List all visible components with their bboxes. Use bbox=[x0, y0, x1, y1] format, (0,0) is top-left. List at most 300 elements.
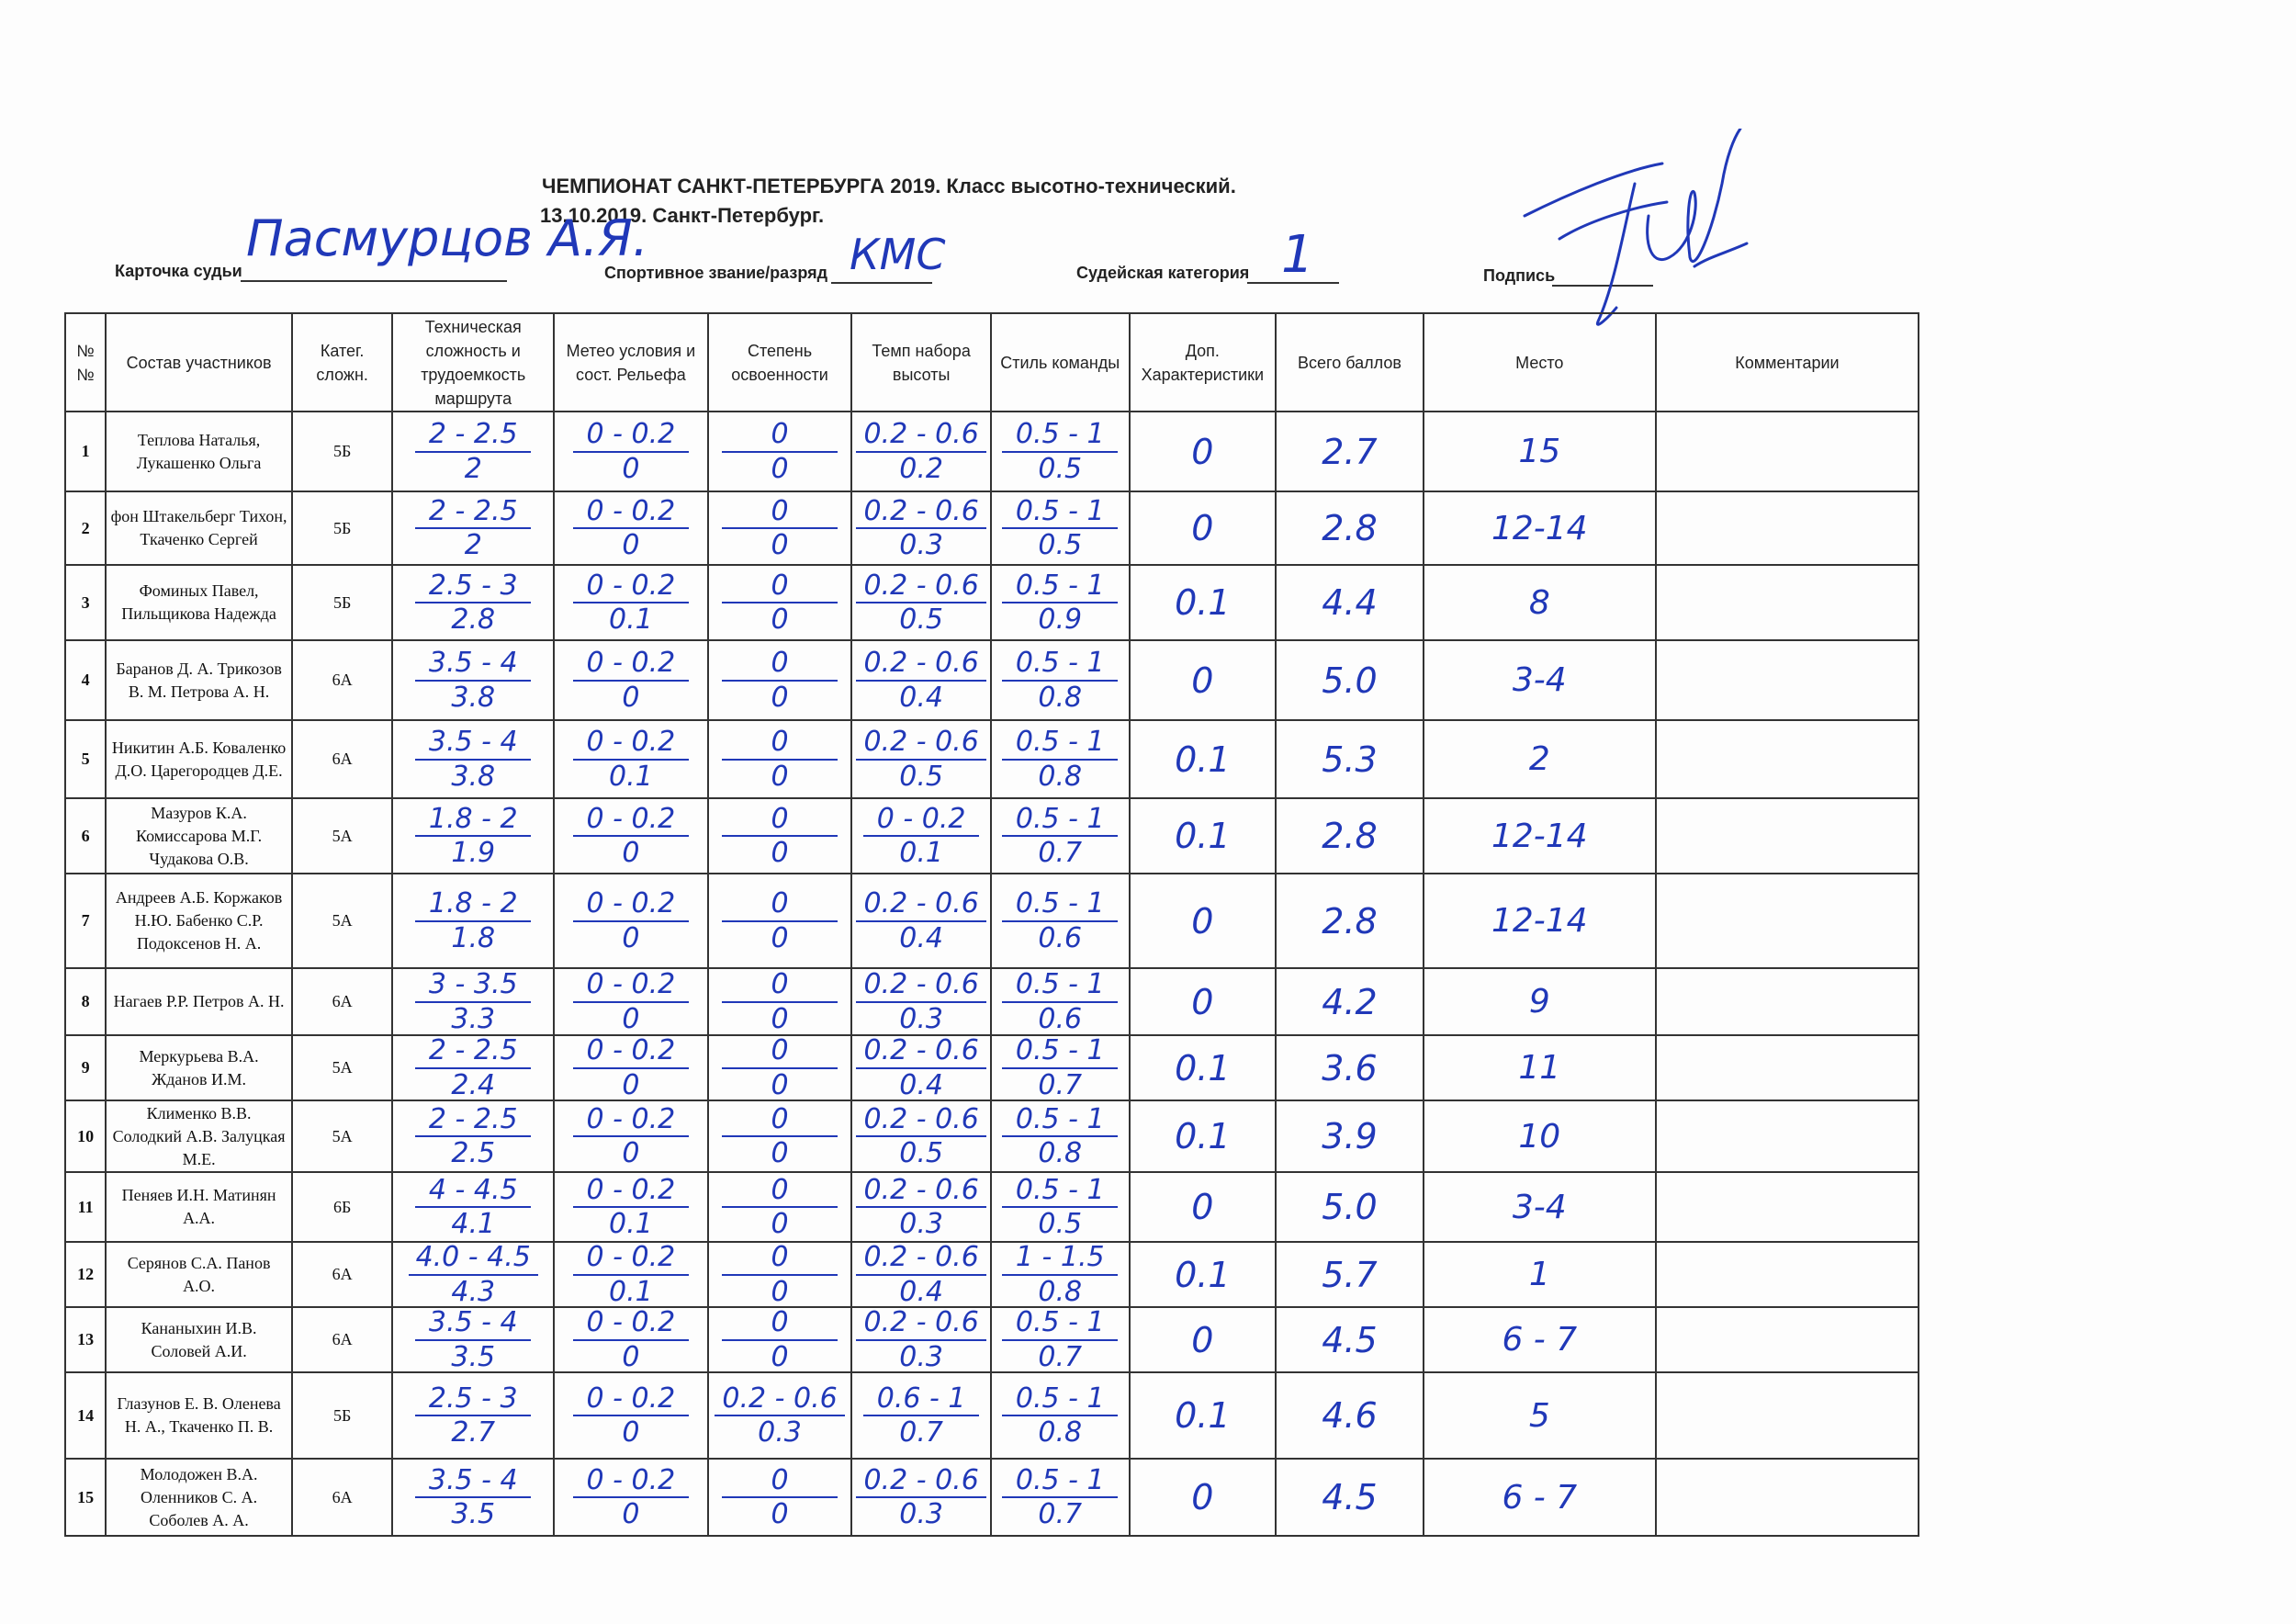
row-altitude-fraction bbox=[856, 494, 986, 561]
row-style-fraction bbox=[996, 420, 1125, 483]
row-altitude bbox=[851, 968, 991, 1035]
row-place: 5 bbox=[1424, 1372, 1656, 1459]
table-row bbox=[65, 968, 1919, 1035]
row-technical-value: 2 bbox=[464, 452, 482, 485]
row-weather-range: 0 - 0.2 bbox=[573, 1105, 689, 1138]
row-exploration bbox=[708, 874, 852, 968]
table-row bbox=[65, 1242, 1919, 1307]
rank-line bbox=[831, 282, 932, 284]
row-total: 2.7 bbox=[1276, 412, 1424, 491]
row-exploration-value: 0 bbox=[771, 921, 789, 954]
row-style bbox=[991, 640, 1130, 720]
row-members: Никитин А.Б. Коваленко Д.О. Царегородцев Д.Е. bbox=[106, 720, 292, 798]
row-exploration-range: 0 bbox=[722, 970, 838, 1003]
row-members: Пеняев И.Н. Матинян А.А. bbox=[106, 1172, 292, 1242]
row-style bbox=[991, 1100, 1130, 1172]
row-category: 6А bbox=[292, 640, 392, 720]
row-altitude-fraction bbox=[856, 1173, 986, 1240]
row-style bbox=[991, 1172, 1130, 1242]
row-style-value: 0.8 bbox=[1038, 1416, 1083, 1449]
row-style bbox=[991, 412, 1130, 491]
judge-card-label: Карточка судьи bbox=[115, 262, 242, 280]
row-technical-value: 3.8 bbox=[451, 681, 496, 714]
row-style-fraction bbox=[996, 1243, 1125, 1306]
row-total: 5.3 bbox=[1276, 720, 1424, 798]
row-comment bbox=[1656, 1307, 1919, 1372]
row-exploration-fraction bbox=[713, 571, 848, 635]
col-altitude: Темп набора высоты bbox=[851, 313, 991, 412]
row-technical-fraction bbox=[397, 1036, 549, 1100]
row-weather bbox=[554, 1372, 708, 1459]
row-exploration-value: 0 bbox=[771, 837, 789, 869]
row-altitude-range: 0.2 - 0.6 bbox=[856, 1176, 985, 1209]
row-technical-value: 4.3 bbox=[451, 1275, 496, 1307]
row-technical-fraction bbox=[397, 571, 549, 635]
row-weather-value: 0 bbox=[622, 1416, 640, 1449]
row-altitude-range: 0.6 - 1 bbox=[863, 1384, 979, 1417]
row-weather bbox=[554, 640, 708, 720]
row-category: 5Б bbox=[292, 565, 392, 640]
row-place: 6 - 7 bbox=[1424, 1307, 1656, 1372]
row-place: 12-14 bbox=[1424, 798, 1656, 874]
row-members: фон Штакельберг Тихон, Ткаченко Сергей bbox=[106, 491, 292, 565]
row-style bbox=[991, 1459, 1130, 1536]
row-style-value: 0.6 bbox=[1038, 921, 1083, 954]
row-exploration-fraction bbox=[713, 648, 848, 712]
row-style-fraction bbox=[996, 1384, 1125, 1448]
row-technical-value: 1.9 bbox=[451, 837, 496, 869]
row-style-value: 0.7 bbox=[1038, 837, 1083, 869]
row-altitude-fraction bbox=[856, 1243, 986, 1306]
row-technical-range: 1.8 - 2 bbox=[415, 805, 531, 838]
row-altitude bbox=[851, 1307, 991, 1372]
row-comment bbox=[1656, 412, 1919, 491]
table-row bbox=[65, 1035, 1919, 1100]
row-style-fraction bbox=[996, 727, 1125, 791]
row-members: Молодожен В.А. Оленников С. А. Соболев А. А. bbox=[106, 1459, 292, 1536]
row-weather-range: 0 - 0.2 bbox=[573, 1036, 689, 1069]
row-technical-fraction bbox=[397, 1102, 549, 1169]
row-exploration-value: 0 bbox=[771, 452, 789, 485]
row-weather-fraction bbox=[558, 1308, 703, 1371]
row-weather-range: 0 - 0.2 bbox=[573, 648, 689, 682]
row-category: 5Б bbox=[292, 491, 392, 565]
row-technical-fraction bbox=[397, 802, 549, 869]
row-place: 9 bbox=[1424, 968, 1656, 1035]
row-exploration-fraction bbox=[713, 494, 848, 561]
row-style bbox=[991, 565, 1130, 640]
row-altitude bbox=[851, 412, 991, 491]
row-number: 10 bbox=[65, 1100, 106, 1172]
row-technical-fraction bbox=[397, 727, 549, 791]
row-technical bbox=[392, 412, 554, 491]
row-style-range: 0.5 - 1 bbox=[1002, 1466, 1118, 1499]
row-style-range: 0.5 - 1 bbox=[1002, 497, 1118, 530]
row-members: Андреев А.Б. Коржаков Н.Ю. Бабенко С.Р. Подоксенов Н. А. bbox=[106, 874, 292, 968]
row-altitude-value: 0.4 bbox=[899, 1068, 943, 1100]
row-weather bbox=[554, 874, 708, 968]
row-technical bbox=[392, 1307, 554, 1372]
row-exploration bbox=[708, 491, 852, 565]
row-style-fraction bbox=[996, 648, 1125, 712]
row-altitude-fraction bbox=[856, 420, 986, 483]
row-total: 2.8 bbox=[1276, 874, 1424, 968]
row-style-range: 0.5 - 1 bbox=[1002, 1036, 1118, 1069]
row-technical-range: 2 - 2.5 bbox=[415, 420, 531, 453]
row-extra: 0 bbox=[1130, 1172, 1277, 1242]
row-technical bbox=[392, 1459, 554, 1536]
row-altitude bbox=[851, 640, 991, 720]
row-comment bbox=[1656, 720, 1919, 798]
row-technical-range: 3.5 - 4 bbox=[415, 1308, 531, 1341]
table-row bbox=[65, 412, 1919, 491]
row-technical-range: 3 - 3.5 bbox=[415, 970, 531, 1003]
row-total: 4.5 bbox=[1276, 1459, 1424, 1536]
row-place: 8 bbox=[1424, 565, 1656, 640]
row-weather-value: 0 bbox=[622, 1498, 640, 1530]
row-extra: 0 bbox=[1130, 1459, 1277, 1536]
row-category: 6Б bbox=[292, 1172, 392, 1242]
row-extra: 0.1 bbox=[1130, 1035, 1277, 1100]
row-technical-value: 2.5 bbox=[451, 1137, 496, 1169]
row-exploration bbox=[708, 1242, 852, 1307]
row-altitude bbox=[851, 874, 991, 968]
row-extra: 0.1 bbox=[1130, 565, 1277, 640]
row-weather-value: 0 bbox=[622, 921, 640, 954]
col-members: Состав участников bbox=[106, 313, 292, 412]
row-exploration-fraction bbox=[713, 420, 848, 483]
row-technical bbox=[392, 1035, 554, 1100]
row-weather-value: 0.1 bbox=[609, 1275, 653, 1307]
row-exploration-range: 0 bbox=[722, 1036, 838, 1069]
row-members: Серянов С.А. Панов А.О. bbox=[106, 1242, 292, 1307]
row-total: 5.0 bbox=[1276, 1172, 1424, 1242]
row-style bbox=[991, 874, 1130, 968]
row-exploration bbox=[708, 640, 852, 720]
row-style-fraction bbox=[996, 1308, 1125, 1371]
scores-table bbox=[64, 312, 1919, 1537]
row-exploration-value: 0 bbox=[771, 1208, 789, 1240]
row-weather-value: 0 bbox=[622, 452, 640, 485]
row-style-fraction bbox=[996, 889, 1125, 953]
row-exploration bbox=[708, 412, 852, 491]
row-weather-fraction bbox=[558, 1173, 703, 1240]
row-altitude-value: 0.5 bbox=[899, 1137, 943, 1169]
row-place: 10 bbox=[1424, 1100, 1656, 1172]
row-weather bbox=[554, 491, 708, 565]
row-exploration-range: 0 bbox=[722, 1243, 838, 1276]
page-title: ЧЕМПИОНАТ САНКТ-ПЕТЕРБУРГА 2019. Класс высотно-технический. bbox=[542, 175, 1236, 197]
row-category: 6А bbox=[292, 1459, 392, 1536]
row-number: 11 bbox=[65, 1172, 106, 1242]
row-altitude-range: 0.2 - 0.6 bbox=[856, 648, 985, 682]
row-place: 1 bbox=[1424, 1242, 1656, 1307]
table-row bbox=[65, 798, 1919, 874]
row-altitude-fraction bbox=[856, 1102, 986, 1169]
row-exploration-value: 0 bbox=[771, 1340, 789, 1372]
row-altitude-range: 0.2 - 0.6 bbox=[856, 1243, 985, 1276]
judge-card-line bbox=[241, 280, 507, 282]
row-exploration-fraction bbox=[713, 802, 848, 869]
table-row bbox=[65, 640, 1919, 720]
row-total: 3.9 bbox=[1276, 1100, 1424, 1172]
table-row bbox=[65, 1307, 1919, 1372]
row-exploration-value: 0 bbox=[771, 1137, 789, 1169]
header-row bbox=[65, 313, 1919, 412]
row-weather-fraction bbox=[558, 727, 703, 791]
row-altitude-value: 0.3 bbox=[899, 1002, 943, 1035]
row-exploration-value: 0 bbox=[771, 1068, 789, 1100]
row-style-range: 0.5 - 1 bbox=[1002, 970, 1118, 1003]
col-extra: Доп. Характеристики bbox=[1130, 313, 1277, 412]
row-technical bbox=[392, 1172, 554, 1242]
row-weather-range: 0 - 0.2 bbox=[573, 1466, 689, 1499]
row-technical-fraction bbox=[397, 1384, 549, 1448]
row-weather bbox=[554, 798, 708, 874]
col-technical: Техническая сложность и трудоемкость маршрута bbox=[392, 313, 554, 412]
row-extra: 0.1 bbox=[1130, 1100, 1277, 1172]
row-exploration bbox=[708, 968, 852, 1035]
table-row bbox=[65, 565, 1919, 640]
col-exploration: Степень освоенности bbox=[708, 313, 852, 412]
row-altitude-range: 0.2 - 0.6 bbox=[856, 420, 985, 453]
row-altitude bbox=[851, 565, 991, 640]
row-members: Теплова Наталья, Лукашенко Ольга bbox=[106, 412, 292, 491]
row-exploration bbox=[708, 1459, 852, 1536]
row-style-range: 0.5 - 1 bbox=[1002, 727, 1118, 761]
row-place: 12-14 bbox=[1424, 874, 1656, 968]
row-weather-value: 0 bbox=[622, 1068, 640, 1100]
row-style-value: 0.7 bbox=[1038, 1340, 1083, 1372]
row-technical-value: 2.7 bbox=[451, 1416, 496, 1449]
row-weather-value: 0.1 bbox=[609, 603, 653, 636]
row-altitude-range: 0.2 - 0.6 bbox=[856, 727, 985, 761]
row-style bbox=[991, 1035, 1130, 1100]
row-members: Кананыхин И.В. Соловей А.И. bbox=[106, 1307, 292, 1372]
row-technical bbox=[392, 968, 554, 1035]
row-exploration-range: 0 bbox=[722, 1466, 838, 1499]
row-style bbox=[991, 491, 1130, 565]
col-category: Катег. сложн. bbox=[292, 313, 392, 412]
row-style-value: 0.7 bbox=[1038, 1068, 1083, 1100]
row-category: 6А bbox=[292, 1307, 392, 1372]
row-technical-fraction bbox=[397, 420, 549, 483]
row-altitude-value: 0.5 bbox=[899, 760, 943, 793]
row-weather-fraction bbox=[558, 571, 703, 635]
row-technical-value: 2.8 bbox=[451, 603, 496, 636]
row-extra: 0 bbox=[1130, 412, 1277, 491]
row-extra: 0 bbox=[1130, 640, 1277, 720]
judge-card-value: Пасмурцов А.Я. bbox=[246, 209, 648, 267]
row-style-fraction bbox=[996, 1463, 1125, 1530]
col-place: Место bbox=[1424, 313, 1656, 412]
row-weather-fraction bbox=[558, 1036, 703, 1100]
row-weather-fraction bbox=[558, 1102, 703, 1169]
row-altitude-value: 0.3 bbox=[899, 529, 943, 561]
row-style-fraction bbox=[996, 494, 1125, 561]
row-technical-range: 4 - 4.5 bbox=[415, 1176, 531, 1209]
row-style bbox=[991, 798, 1130, 874]
row-weather-fraction bbox=[558, 648, 703, 712]
row-exploration-range: 0 bbox=[722, 497, 838, 530]
row-technical-value: 3.3 bbox=[451, 1002, 496, 1035]
row-style-fraction bbox=[996, 1173, 1125, 1240]
row-comment bbox=[1656, 491, 1919, 565]
row-exploration-value: 0 bbox=[771, 1002, 789, 1035]
row-comment bbox=[1656, 874, 1919, 968]
row-comment bbox=[1656, 1035, 1919, 1100]
row-exploration-range: 0 bbox=[722, 1308, 838, 1341]
row-technical-fraction bbox=[397, 1243, 549, 1306]
row-style bbox=[991, 968, 1130, 1035]
row-weather-range: 0 - 0.2 bbox=[573, 571, 689, 604]
row-style bbox=[991, 1307, 1130, 1372]
row-exploration-range: 0 bbox=[722, 1176, 838, 1209]
row-altitude-value: 0.3 bbox=[899, 1498, 943, 1530]
row-weather-value: 0 bbox=[622, 837, 640, 869]
row-style-value: 0.8 bbox=[1038, 760, 1083, 793]
row-comment bbox=[1656, 1172, 1919, 1242]
row-category: 5А bbox=[292, 798, 392, 874]
row-altitude-value: 0.3 bbox=[899, 1208, 943, 1240]
row-technical-fraction bbox=[397, 1308, 549, 1371]
row-total: 2.8 bbox=[1276, 798, 1424, 874]
row-exploration-value: 0.3 bbox=[758, 1416, 802, 1449]
row-style-value: 0.8 bbox=[1038, 681, 1083, 714]
row-exploration bbox=[708, 565, 852, 640]
row-weather bbox=[554, 1459, 708, 1536]
row-altitude-range: 0.2 - 0.6 bbox=[856, 1105, 985, 1138]
row-technical-fraction bbox=[397, 1173, 549, 1240]
row-altitude-value: 0.5 bbox=[899, 603, 943, 636]
row-exploration-fraction bbox=[713, 1308, 848, 1371]
row-technical bbox=[392, 491, 554, 565]
row-comment bbox=[1656, 565, 1919, 640]
row-extra: 0.1 bbox=[1130, 1372, 1277, 1459]
row-weather-fraction bbox=[558, 802, 703, 869]
row-number: 12 bbox=[65, 1242, 106, 1307]
row-altitude bbox=[851, 1100, 991, 1172]
row-altitude-range: 0.2 - 0.6 bbox=[856, 889, 985, 922]
row-technical-range: 2.5 - 3 bbox=[415, 571, 531, 604]
row-technical bbox=[392, 798, 554, 874]
row-technical-value: 2.4 bbox=[451, 1068, 496, 1100]
row-place: 6 - 7 bbox=[1424, 1459, 1656, 1536]
row-weather-value: 0 bbox=[622, 681, 640, 714]
row-style-range: 0.5 - 1 bbox=[1002, 889, 1118, 922]
row-weather-range: 0 - 0.2 bbox=[573, 1308, 689, 1341]
row-altitude-range: 0.2 - 0.6 bbox=[856, 497, 985, 530]
row-altitude-range: 0.2 - 0.6 bbox=[856, 571, 985, 604]
row-number: 8 bbox=[65, 968, 106, 1035]
row-weather bbox=[554, 1035, 708, 1100]
row-total: 4.4 bbox=[1276, 565, 1424, 640]
row-exploration-range: 0 bbox=[722, 889, 838, 922]
row-style-value: 0.8 bbox=[1038, 1275, 1083, 1307]
row-altitude-value: 0.4 bbox=[899, 921, 943, 954]
row-exploration bbox=[708, 1307, 852, 1372]
row-weather-value: 0 bbox=[622, 1002, 640, 1035]
col-total: Всего баллов bbox=[1276, 313, 1424, 412]
row-style-range: 0.5 - 1 bbox=[1002, 648, 1118, 682]
row-style-value: 0.9 bbox=[1038, 603, 1083, 636]
row-members: Глазунов Е. В. Оленева Н. А., Ткаченко П. В. bbox=[106, 1372, 292, 1459]
row-members: Баранов Д. А. Трикозов В. М. Петрова А. Н. bbox=[106, 640, 292, 720]
row-technical bbox=[392, 1242, 554, 1307]
row-style-fraction bbox=[996, 1102, 1125, 1169]
row-place: 3-4 bbox=[1424, 1172, 1656, 1242]
row-extra: 0 bbox=[1130, 491, 1277, 565]
row-altitude-fraction bbox=[856, 727, 986, 791]
row-exploration-range: 0 bbox=[722, 727, 838, 761]
row-exploration-value: 0 bbox=[771, 529, 789, 561]
row-style-range: 0.5 - 1 bbox=[1002, 1105, 1118, 1138]
row-altitude-fraction bbox=[856, 1036, 986, 1100]
row-extra: 0 bbox=[1130, 968, 1277, 1035]
row-style-value: 0.8 bbox=[1038, 1137, 1083, 1169]
row-extra: 0.1 bbox=[1130, 798, 1277, 874]
row-style-range: 1 - 1.5 bbox=[1002, 1243, 1118, 1276]
table-row bbox=[65, 1172, 1919, 1242]
row-altitude-fraction bbox=[856, 802, 986, 869]
row-extra: 0 bbox=[1130, 1307, 1277, 1372]
row-weather-range: 0 - 0.2 bbox=[573, 727, 689, 761]
row-weather-value: 0.1 bbox=[609, 1208, 653, 1240]
row-comment bbox=[1656, 1100, 1919, 1172]
row-technical-range: 2 - 2.5 bbox=[415, 1105, 531, 1138]
row-place: 3-4 bbox=[1424, 640, 1656, 720]
row-exploration bbox=[708, 1100, 852, 1172]
row-exploration-range: 0 bbox=[722, 1105, 838, 1138]
col-style: Стиль команды bbox=[991, 313, 1130, 412]
row-altitude bbox=[851, 1459, 991, 1536]
row-altitude bbox=[851, 1035, 991, 1100]
row-exploration-value: 0 bbox=[771, 681, 789, 714]
row-altitude-fraction bbox=[856, 889, 986, 953]
row-technical-range: 3.5 - 4 bbox=[415, 727, 531, 761]
row-members: Меркурьева В.А. Жданов И.М. bbox=[106, 1035, 292, 1100]
row-weather-range: 0 - 0.2 bbox=[573, 970, 689, 1003]
row-technical-range: 3.5 - 4 bbox=[415, 1466, 531, 1499]
row-extra: 0 bbox=[1130, 874, 1277, 968]
row-weather bbox=[554, 1100, 708, 1172]
row-weather bbox=[554, 1307, 708, 1372]
row-style-value: 0.5 bbox=[1038, 1208, 1083, 1240]
row-members: Клименко В.В. Солодкий А.В. Залуцкая М.Е. bbox=[106, 1100, 292, 1172]
row-category: 5А bbox=[292, 1100, 392, 1172]
category-label: Судейская категория bbox=[1076, 264, 1250, 282]
row-exploration-fraction bbox=[713, 1384, 848, 1448]
row-technical-fraction bbox=[397, 1463, 549, 1530]
row-comment bbox=[1656, 798, 1919, 874]
row-style-value: 0.5 bbox=[1038, 529, 1083, 561]
row-technical bbox=[392, 874, 554, 968]
row-altitude-value: 0.7 bbox=[899, 1416, 943, 1449]
row-technical-range: 2 - 2.5 bbox=[415, 1036, 531, 1069]
row-weather bbox=[554, 720, 708, 798]
row-technical-range: 4.0 - 4.5 bbox=[409, 1243, 538, 1276]
row-altitude-range: 0.2 - 0.6 bbox=[856, 1036, 985, 1069]
row-weather bbox=[554, 565, 708, 640]
page-subtitle: 13.10.2019. Санкт-Петербург. bbox=[540, 204, 825, 227]
row-weather bbox=[554, 968, 708, 1035]
category-value: 1 bbox=[1281, 225, 1314, 285]
row-number: 15 bbox=[65, 1459, 106, 1536]
row-number: 4 bbox=[65, 640, 106, 720]
row-style bbox=[991, 1372, 1130, 1459]
row-exploration-range: 0 bbox=[722, 805, 838, 838]
row-weather-fraction bbox=[558, 970, 703, 1033]
